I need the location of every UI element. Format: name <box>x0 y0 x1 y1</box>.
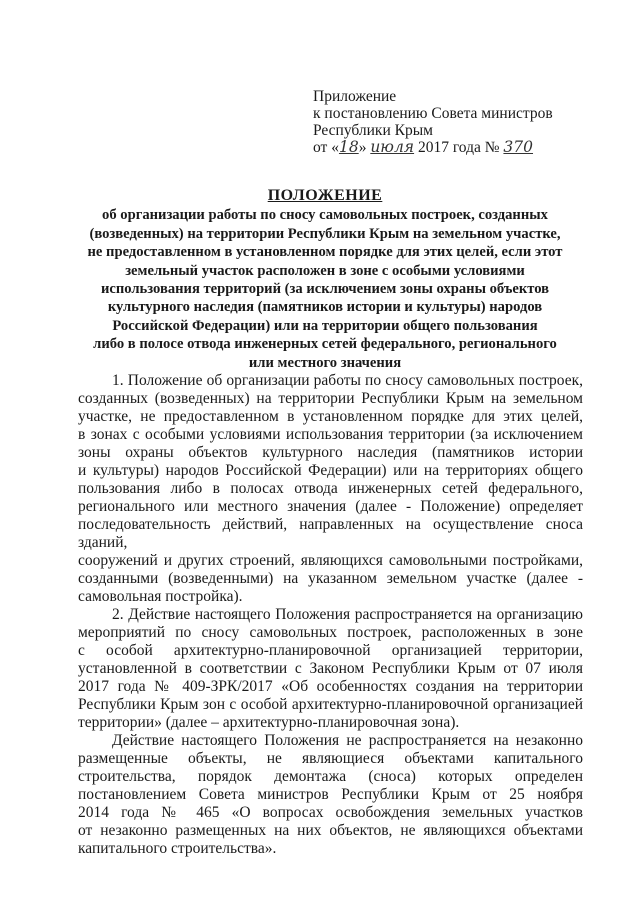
text-line: пользования либо в полосах отвода инженерных сетей федерального, <box>78 480 583 497</box>
document-title <box>60 187 590 372</box>
title-line: или местного значения <box>248 354 402 371</box>
text-line: установленной в соответствии с Законом Республики Крым от 07 июля <box>78 660 583 677</box>
text-line: самовольная постройка). <box>78 588 243 605</box>
text-line: 2. Действие настоящего Положения распространяется на организацию <box>112 606 583 623</box>
appendix-block <box>313 88 613 156</box>
date-day-handwritten: 18 <box>338 138 359 156</box>
text-line: 1. Положение об организации работы по сносу самовольных построек, <box>112 372 583 389</box>
text-line: постановлением Совета министров Республики Крым от 25 ноября <box>78 786 583 803</box>
paragraph-3 <box>78 732 583 858</box>
text-line: с особой архитектурно-планировочной организацией территории, <box>78 642 583 659</box>
text-line: зоны охраны объектов культурного наследия (памятников истории <box>78 444 583 461</box>
text-line: строительства, порядок демонтажа (сноса) которых определен <box>78 768 583 785</box>
text-line: 2014 года № 465 «О вопросах освобождения земельных участков <box>78 804 583 821</box>
text-line: участке, не предоставленном в установленном порядке для этих целей, <box>78 408 583 425</box>
date-prefix: от « <box>313 139 339 156</box>
text-line: 2017 года № 409-ЗРК/2017 «Об особенностях создания на территории <box>78 678 583 695</box>
text-line: размещенные объекты, не являющиеся объектами капитального <box>78 750 583 767</box>
title-line: использования территорий (за исключением зоны охраны объектов <box>100 281 550 298</box>
title-heading: ПОЛОЖЕНИЕ <box>267 187 383 204</box>
text-line: мероприятий по сносу самовольных построек, расположенных в зоне <box>78 624 583 641</box>
text-line: регионального или местного значения (далее - Положение) определяет <box>78 498 583 515</box>
text-line: территории» (далее – архитектурно-планировочная зона). <box>78 714 460 731</box>
date-sep: » <box>358 139 367 156</box>
date-month-handwritten: июля <box>370 138 415 156</box>
appendix-line-decree: к постановлению Совета министров <box>313 105 553 122</box>
title-line: об организации работы по сносу самовольных построек, созданных <box>102 207 548 224</box>
text-line: в зонах с особыми условиями использования территории (за исключением <box>78 426 583 443</box>
date-year: 2017 года № <box>417 139 500 156</box>
text-line: от незаконно размещенных на них объектов, не являющихся объектами <box>78 822 583 839</box>
paragraph-1 <box>78 372 583 606</box>
appendix-title: Приложение <box>313 88 397 105</box>
text-line: капитального строительства». <box>78 840 277 857</box>
text-line: созданными (возведенными) на указанном земельном участке (далее - <box>78 570 583 587</box>
text-line: созданных (возведенных) на территории Республики Крым на земельном <box>78 390 583 407</box>
title-line: земельный участок расположен в зоне с особыми условиями <box>125 262 525 279</box>
appendix-date-line <box>313 139 613 156</box>
text-line: сооружений и других строений, являющихся самовольными постройками, <box>78 552 583 569</box>
document-body <box>78 372 583 858</box>
title-line: Российской Федерации) или на территории общего пользования <box>112 317 538 334</box>
title-line: (возведенных) на территории Республики Крым на земельном участке, <box>89 225 561 242</box>
appendix-line-republic: Республики Крым <box>313 122 433 139</box>
text-line: Республики Крым зон с особой архитектурно-планировочной организацией <box>78 696 583 713</box>
text-line: Действие настоящего Положения не распространяется на незаконно <box>112 732 583 749</box>
decree-number-handwritten: 370 <box>503 138 534 156</box>
title-line: не предоставленном в установленном порядке для этих целей, если этот <box>87 244 563 261</box>
title-line: либо в полосе отвода инженерных сетей федерального, регионального <box>93 336 557 353</box>
text-line: и культуры) народов Российской Федерации) или на территориях общего <box>78 462 583 479</box>
paragraph-2 <box>78 606 583 732</box>
text-line: последовательность действий, направленных на осуществление сноса зданий, <box>78 516 583 551</box>
title-line: культурного наследия (памятников истории и культуры) народов <box>107 299 543 316</box>
